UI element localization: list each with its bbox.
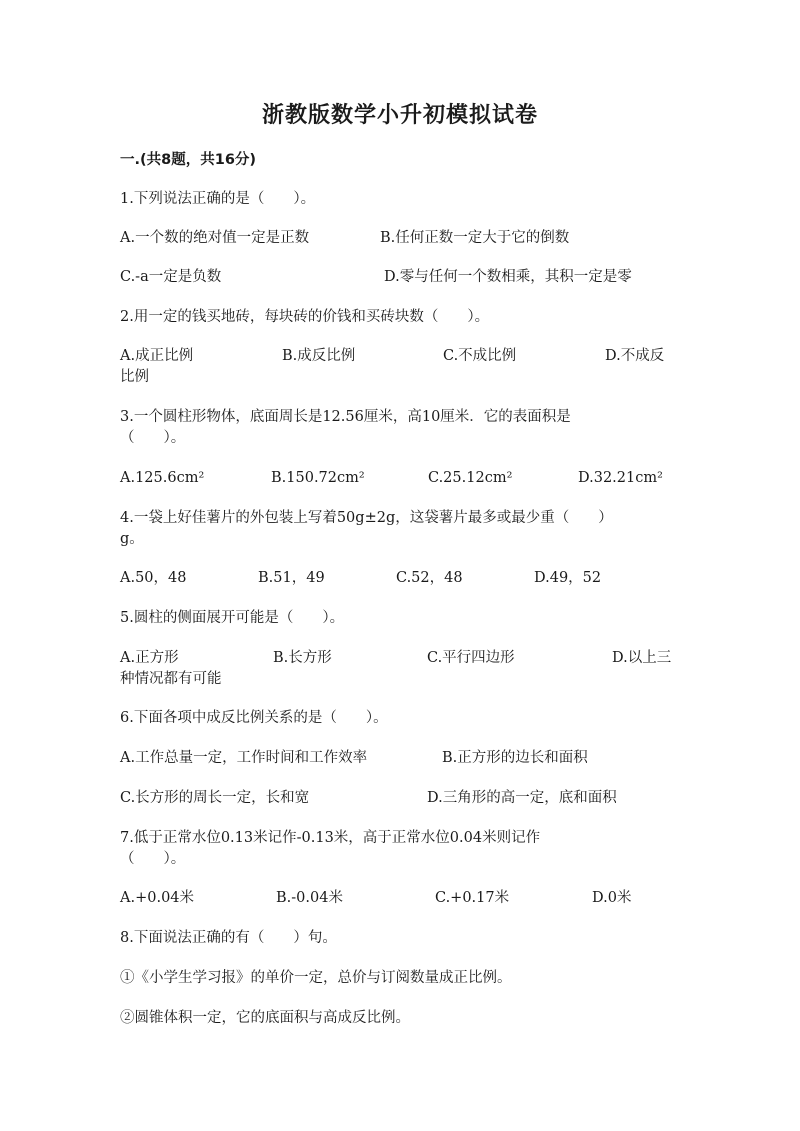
question-4-stem-line-1: 4.一袋上好佳薯片的外包装上写着50g±2g，这袋薯片最多或最少重（ ） <box>120 510 613 526</box>
question-3-option-c: C.25.12cm² <box>428 470 513 486</box>
question-7-option-d: D.0米 <box>592 890 632 906</box>
question-5-stem: 5.圆柱的侧面展开可能是（ ）。 <box>120 610 345 626</box>
question-5-option-d: D.以上三 <box>612 650 672 666</box>
question-5-option-a: A.正方形 <box>120 650 179 666</box>
question-7-option-c: C.+0.17米 <box>435 890 510 906</box>
question-6-option-a: A.工作总量一定，工作时间和工作效率 <box>120 750 368 766</box>
question-4-option-c: C.52，48 <box>396 570 463 586</box>
question-8-stem: 8.下面说法正确的有（ ）句。 <box>120 930 337 946</box>
question-6-stem: 6.下面各项中成反比例关系的是（ ）。 <box>120 710 388 726</box>
question-4-stem-line-2: g。 <box>120 531 144 547</box>
question-5-continuation: 种情况都有可能 <box>120 671 222 687</box>
question-3-option-a: A.125.6cm² <box>120 470 205 486</box>
question-4-option-d: D.49，52 <box>534 570 602 586</box>
question-1-stem: 1.下列说法正确的是（ ）。 <box>120 191 316 207</box>
question-8-statement-1: ①《小学生学习报》的单价一定，总价与订阅数量成正比例。 <box>120 970 512 986</box>
question-6-option-b: B.正方形的边长和面积 <box>442 750 588 766</box>
question-3-option-b: B.150.72cm² <box>271 470 365 486</box>
question-2-stem: 2.用一定的钱买地砖，每块砖的价钱和买砖块数（ ）。 <box>120 309 490 325</box>
question-7-stem-line-2: （ ）。 <box>120 851 186 867</box>
question-1-option-d: D.零与任何一个数相乘，其积一定是零 <box>384 269 632 285</box>
question-3-stem-line-2: （ ）。 <box>120 430 186 446</box>
question-2-option-d: D.不成反 <box>605 348 665 364</box>
question-6-option-d: D.三角形的高一定，底和面积 <box>427 790 617 806</box>
page-title: 浙教版数学小升初模拟试卷 <box>261 103 538 128</box>
question-7-stem-line-1: 7.低于正常水位0.13米记作-0.13米，高于正常水位0.04米则记作 <box>120 830 541 846</box>
question-5-option-b: B.长方形 <box>273 650 332 666</box>
question-2-option-b: B.成反比例 <box>282 348 356 364</box>
question-2-continuation: 比例 <box>120 369 149 385</box>
question-4-option-a: A.50，48 <box>120 570 187 586</box>
question-2-option-a: A.成正比例 <box>120 348 194 364</box>
question-6-option-c: C.长方形的周长一定，长和宽 <box>120 790 310 806</box>
question-1-option-a: A.一个数的绝对值一定是正数 <box>120 230 310 246</box>
section-heading: 一.(共8题，共16分) <box>120 152 257 168</box>
question-5-option-c: C.平行四边形 <box>427 650 515 666</box>
question-3-stem-line-1: 3.一个圆柱形物体，底面周长是12.56厘米，高10厘米．它的表面积是 <box>120 409 571 425</box>
question-8-statement-2: ②圆锥体积一定，它的底面积与高成反比例。 <box>120 1010 410 1026</box>
question-7-option-a: A.+0.04米 <box>120 890 195 906</box>
question-2-option-c: C.不成比例 <box>443 348 517 364</box>
question-4-option-b: B.51，49 <box>258 570 325 586</box>
question-1-option-c: C.-a一定是负数 <box>120 269 222 285</box>
question-3-option-d: D.32.21cm² <box>578 470 663 486</box>
question-7-option-b: B.-0.04米 <box>276 890 343 906</box>
question-1-option-b: B.任何正数一定大于它的倒数 <box>380 230 570 246</box>
